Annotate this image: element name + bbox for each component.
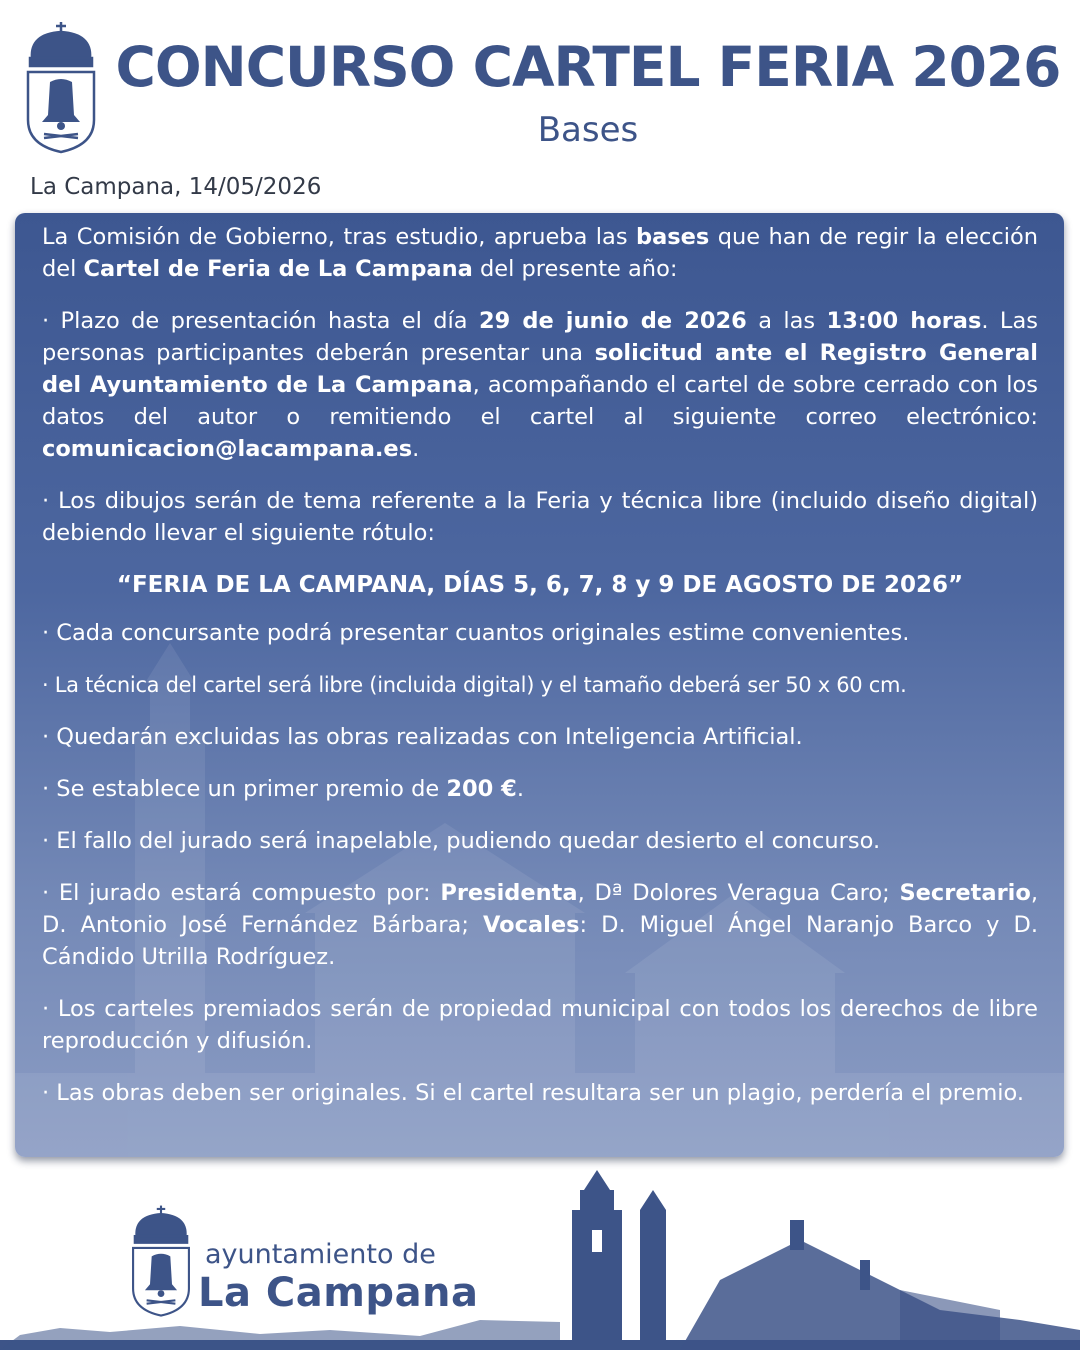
prize-paragraph [42, 773, 1038, 805]
footer-logo-line2: La Campana [198, 1270, 479, 1316]
municipal-crest-logo [22, 20, 100, 155]
place-date-line: La Campana, 14/05/2026 [30, 174, 322, 200]
intro-paragraph [42, 221, 1038, 285]
entries-paragraph: · Cada concursante podrá presentar cuantos originales estime convenientes. [42, 620, 910, 646]
prize-amount: 200 € [446, 776, 517, 802]
bold-span: solicitud ante el Registro General del Ayuntamiento de La Campana [42, 340, 1038, 398]
deadline-paragraph [42, 305, 1038, 465]
required-caption: “FERIA DE LA CAMPANA, DÍAS 5, 6, 7, 8 y 9 DE AGOSTO DE 2026” [116, 572, 964, 598]
text-span: La Comisión de Gobierno, tras estudio, aprueba las [42, 224, 636, 250]
ai-exclusion-paragraph: · Quedarán excluidas las obras realizadas con Inteligencia Artificial. [42, 724, 803, 750]
text-span: · El jurado estará compuesto por: [42, 880, 441, 906]
bold-span: Cartel de Feria de La Campana [83, 256, 473, 282]
page-subtitle: Bases [537, 110, 639, 150]
text-span: del presente año: [472, 256, 678, 282]
text-span: , Dª Dolores Veragua Caro; [577, 880, 900, 906]
bold-span: 13:00 horas [826, 308, 982, 334]
text-span: , acompañando el cartel de sobre cerrado con los datos del autor o remitiendo el cartel al siguiente correo electrónico: [42, 372, 1038, 430]
footer-logo-line1: ayuntamiento de [205, 1239, 436, 1270]
rules-card [15, 213, 1064, 1157]
bold-span: Presidenta [440, 880, 578, 906]
bold-span: bases [635, 224, 710, 250]
verdict-paragraph: · El fallo del jurado será inapelable, pudiendo quedar desierto el concurso. [42, 828, 881, 854]
bold-span: Secretario [899, 880, 1031, 906]
technique-paragraph: · La técnica del cartel será libre (incluida digital) y el tamaño deberá ser 50 x 60 cm. [42, 673, 907, 697]
text-span: a las [746, 308, 827, 334]
footer-crest-logo [128, 1203, 194, 1319]
text-span: · Se establece un primer premio de [42, 776, 447, 802]
text-span: · Plazo de presentación hasta el día [42, 308, 479, 334]
text-span: . [516, 776, 524, 802]
text-span: que han de regir la elección del [42, 224, 1039, 282]
originality-paragraph: · Las obras deben ser originales. Si el cartel resultara ser un plagio, perdería el premio. [42, 1080, 1025, 1106]
ownership-paragraph: · Los carteles premiados serán de propiedad municipal con todos los derechos de libre reproducción y difusión. [42, 996, 1038, 1054]
bold-span: Vocales [482, 912, 580, 938]
email-address: comunicacion@lacampana.es [42, 436, 413, 462]
text-span: . Las personas participantes deberán presentar una [42, 308, 1038, 366]
drawings-paragraph: · Los dibujos serán de tema referente a la Feria y técnica libre (incluido diseño digital) debiendo llevar el siguiente rótulo: [42, 488, 1038, 546]
rules-text [42, 221, 1038, 1129]
bold-span: 29 de junio de 2026 [478, 308, 747, 334]
text-span: . [412, 436, 420, 462]
text-span: , D. Antonio José Fernández Bárbara; [42, 880, 1038, 938]
text-span: : D. Miguel Ángel Naranjo Barco y D. Cándido Utrilla Rodríguez. [42, 912, 1038, 970]
jury-paragraph [42, 877, 1038, 973]
page-title: CONCURSO CARTEL FERIA 2026 [115, 35, 1061, 99]
